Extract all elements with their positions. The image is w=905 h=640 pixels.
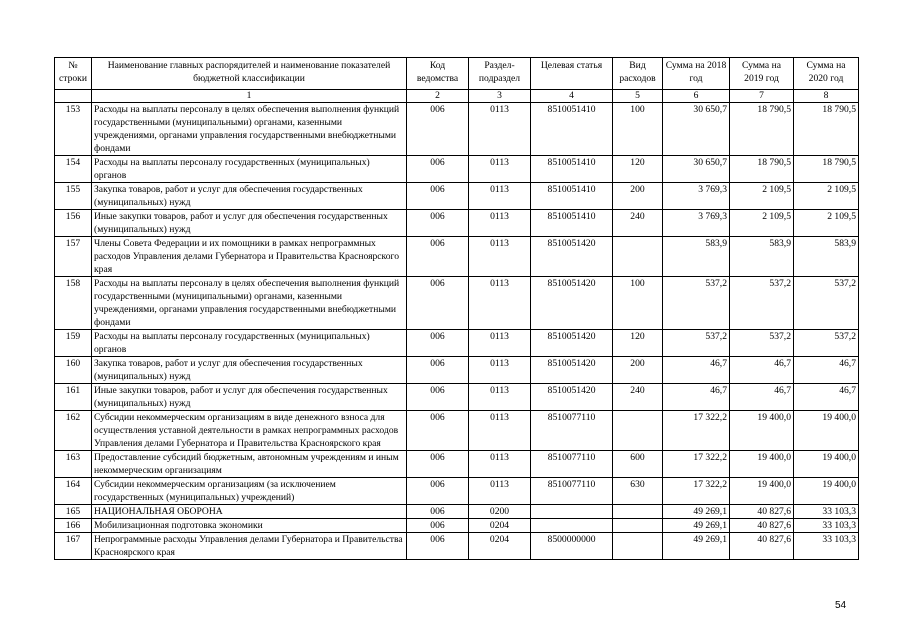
row-number: 160: [55, 357, 92, 384]
row-target-article: 8510077110: [531, 478, 613, 505]
row-section: 0113: [469, 183, 531, 210]
row-expense-type: 120: [613, 330, 663, 357]
row-sum-2020: 19 400,0: [794, 478, 859, 505]
row-sum-2019: 18 790,5: [730, 156, 794, 183]
header-target-article: Целевая статья: [531, 58, 613, 90]
row-target-article: 8510051420: [531, 237, 613, 277]
header-expense-type: Вид расходов: [613, 58, 663, 90]
table-row: [55, 519, 859, 533]
row-target-article: [531, 519, 613, 533]
row-sum-2018: 46,7: [663, 384, 730, 411]
row-sum-2019: 19 400,0: [730, 478, 794, 505]
column-number-row: [55, 90, 859, 103]
row-name: НАЦИОНАЛЬНАЯ ОБОРОНА: [92, 505, 407, 519]
column-number: 4: [531, 90, 613, 103]
row-name: Непрограммные расходы Управления делами Губернатора и Правительства Красноярского края: [92, 533, 407, 560]
row-number: 165: [55, 505, 92, 519]
table-row: [55, 103, 859, 156]
row-section: 0113: [469, 411, 531, 451]
row-expense-type: 200: [613, 183, 663, 210]
row-sum-2020: 33 103,3: [794, 519, 859, 533]
row-sum-2019: 2 109,5: [730, 210, 794, 237]
column-number: 3: [469, 90, 531, 103]
row-expense-type: [613, 237, 663, 277]
row-sum-2019: 2 109,5: [730, 183, 794, 210]
row-name: Иные закупки товаров, работ и услуг для обеспечения государственных (муниципальных) нужд: [92, 384, 407, 411]
row-target-article: 8510077110: [531, 451, 613, 478]
row-department-code: 006: [407, 533, 469, 560]
row-sum-2020: 19 400,0: [794, 451, 859, 478]
table-row: [55, 330, 859, 357]
row-sum-2020: 18 790,5: [794, 103, 859, 156]
row-expense-type: 100: [613, 277, 663, 330]
row-section: 0113: [469, 357, 531, 384]
row-sum-2020: 46,7: [794, 384, 859, 411]
row-target-article: 8510051410: [531, 183, 613, 210]
row-target-article: 8510051420: [531, 384, 613, 411]
row-number: 159: [55, 330, 92, 357]
row-section: 0113: [469, 103, 531, 156]
header-sum-2019: Сумма на 2019 год: [730, 58, 794, 90]
row-section: 0113: [469, 277, 531, 330]
row-expense-type: 100: [613, 103, 663, 156]
row-section: 0113: [469, 451, 531, 478]
column-number: 2: [407, 90, 469, 103]
header-department-code: Код ведомства: [407, 58, 469, 90]
row-department-code: 006: [407, 357, 469, 384]
row-section: 0113: [469, 237, 531, 277]
row-sum-2019: 537,2: [730, 277, 794, 330]
budget-table-page: [54, 57, 858, 560]
row-target-article: 8510051420: [531, 357, 613, 384]
table-row: [55, 451, 859, 478]
row-sum-2018: 49 269,1: [663, 505, 730, 519]
row-name: Расходы на выплаты персоналу государственных (муниципальных) органов: [92, 156, 407, 183]
row-name: Иные закупки товаров, работ и услуг для обеспечения государственных (муниципальных) нужд: [92, 210, 407, 237]
row-department-code: 006: [407, 156, 469, 183]
column-number: 1: [92, 90, 407, 103]
row-sum-2018: 49 269,1: [663, 519, 730, 533]
row-sum-2020: 33 103,3: [794, 505, 859, 519]
row-sum-2019: 537,2: [730, 330, 794, 357]
row-target-article: 8510051410: [531, 103, 613, 156]
row-target-article: 8510051410: [531, 156, 613, 183]
table-row: [55, 210, 859, 237]
column-number: 8: [794, 90, 859, 103]
row-target-article: 8500000000: [531, 533, 613, 560]
row-number: 153: [55, 103, 92, 156]
row-sum-2020: 537,2: [794, 277, 859, 330]
row-department-code: 006: [407, 277, 469, 330]
row-name: Закупка товаров, работ и услуг для обеспечения государственных (муниципальных) нужд: [92, 183, 407, 210]
row-expense-type: 600: [613, 451, 663, 478]
row-name: Закупка товаров, работ и услуг для обеспечения государственных (муниципальных) нужд: [92, 357, 407, 384]
row-expense-type: [613, 505, 663, 519]
column-number: 7: [730, 90, 794, 103]
row-section: 0113: [469, 330, 531, 357]
row-sum-2019: 40 827,6: [730, 533, 794, 560]
row-name: Мобилизационная подготовка экономики: [92, 519, 407, 533]
row-department-code: 006: [407, 411, 469, 451]
table-row: [55, 505, 859, 519]
row-department-code: 006: [407, 330, 469, 357]
row-number: 167: [55, 533, 92, 560]
row-number: 154: [55, 156, 92, 183]
row-name: Предоставление субсидий бюджетным, автономным учреждениям и иным некоммерческим организациям: [92, 451, 407, 478]
row-sum-2019: 18 790,5: [730, 103, 794, 156]
row-sum-2019: 19 400,0: [730, 451, 794, 478]
row-department-code: 006: [407, 237, 469, 277]
column-number: 6: [663, 90, 730, 103]
row-sum-2020: 19 400,0: [794, 411, 859, 451]
row-sum-2019: 19 400,0: [730, 411, 794, 451]
row-department-code: 006: [407, 451, 469, 478]
table-row: [55, 277, 859, 330]
row-sum-2018: 46,7: [663, 357, 730, 384]
row-department-code: 006: [407, 478, 469, 505]
row-sum-2020: 583,9: [794, 237, 859, 277]
row-sum-2018: 17 322,2: [663, 478, 730, 505]
row-number: 163: [55, 451, 92, 478]
table-row: [55, 533, 859, 560]
header-sum-2020: Сумма на 2020 год: [794, 58, 859, 90]
row-target-article: 8510051410: [531, 210, 613, 237]
row-sum-2020: 33 103,3: [794, 533, 859, 560]
column-number: [55, 90, 92, 103]
row-expense-type: [613, 411, 663, 451]
row-sum-2020: 2 109,5: [794, 210, 859, 237]
row-name: Расходы на выплаты персоналу государственных (муниципальных) органов: [92, 330, 407, 357]
row-sum-2020: 46,7: [794, 357, 859, 384]
row-number: 158: [55, 277, 92, 330]
row-sum-2020: 537,2: [794, 330, 859, 357]
table-row: [55, 237, 859, 277]
row-name: Члены Совета Федерации и их помощники в рамках непрограммных расходов Управления делами Губернатора и Правительства Красноярского края: [92, 237, 407, 277]
row-expense-type: [613, 533, 663, 560]
table-row: [55, 357, 859, 384]
row-name: Субсидии некоммерческим организациям в виде денежного взноса для осуществления уставной деятельности в рамках непрограммных расходов Управления делами Губернатора и Правительства Красноярского края: [92, 411, 407, 451]
row-number: 166: [55, 519, 92, 533]
row-sum-2019: 40 827,6: [730, 519, 794, 533]
row-expense-type: 120: [613, 156, 663, 183]
row-sum-2018: 17 322,2: [663, 451, 730, 478]
row-section: 0204: [469, 519, 531, 533]
table-row: [55, 156, 859, 183]
row-expense-type: 200: [613, 357, 663, 384]
row-section: 0113: [469, 478, 531, 505]
row-department-code: 006: [407, 103, 469, 156]
table-row: [55, 411, 859, 451]
row-department-code: 006: [407, 505, 469, 519]
row-number: 162: [55, 411, 92, 451]
row-department-code: 006: [407, 384, 469, 411]
row-target-article: 8510077110: [531, 411, 613, 451]
table-body: [55, 103, 859, 560]
row-sum-2018: 537,2: [663, 277, 730, 330]
header-row-number: № строки: [55, 58, 92, 90]
row-sum-2018: 30 650,7: [663, 103, 730, 156]
row-sum-2018: 49 269,1: [663, 533, 730, 560]
row-sum-2018: 3 769,3: [663, 210, 730, 237]
header-row: [55, 58, 859, 90]
row-expense-type: 240: [613, 210, 663, 237]
row-sum-2019: 46,7: [730, 384, 794, 411]
row-department-code: 006: [407, 210, 469, 237]
header-name: Наименование главных распорядителей и наименование показателей бюджетной классификации: [92, 58, 407, 90]
row-number: 156: [55, 210, 92, 237]
row-number: 161: [55, 384, 92, 411]
table-row: [55, 384, 859, 411]
row-target-article: [531, 505, 613, 519]
row-section: 0200: [469, 505, 531, 519]
row-expense-type: 240: [613, 384, 663, 411]
row-sum-2019: 583,9: [730, 237, 794, 277]
row-sum-2019: 46,7: [730, 357, 794, 384]
row-sum-2018: 30 650,7: [663, 156, 730, 183]
row-number: 164: [55, 478, 92, 505]
row-sum-2020: 18 790,5: [794, 156, 859, 183]
row-sum-2018: 537,2: [663, 330, 730, 357]
row-section: 0113: [469, 384, 531, 411]
table-row: [55, 183, 859, 210]
row-target-article: 8510051420: [531, 330, 613, 357]
row-number: 155: [55, 183, 92, 210]
row-number: 157: [55, 237, 92, 277]
row-name: Субсидии некоммерческим организациям (за исключением государственных (муниципальных) учреждений): [92, 478, 407, 505]
column-number: 5: [613, 90, 663, 103]
header-sum-2018: Сумма на 2018 год: [663, 58, 730, 90]
row-section: 0113: [469, 156, 531, 183]
row-sum-2020: 2 109,5: [794, 183, 859, 210]
row-sum-2018: 3 769,3: [663, 183, 730, 210]
row-department-code: 006: [407, 183, 469, 210]
table-row: [55, 478, 859, 505]
row-section: 0204: [469, 533, 531, 560]
row-expense-type: 630: [613, 478, 663, 505]
row-section: 0113: [469, 210, 531, 237]
row-sum-2018: 583,9: [663, 237, 730, 277]
row-sum-2019: 40 827,6: [730, 505, 794, 519]
page-number: 54: [835, 600, 847, 611]
row-name: Расходы на выплаты персоналу в целях обеспечения выполнения функций государственными (муниципальными) органами, казенными учреждениями, органами управления государственными внебюджетными фондами: [92, 103, 407, 156]
row-name: Расходы на выплаты персоналу в целях обеспечения выполнения функций государственными (муниципальными) органами, казенными учреждениями, органами управления государственными внебюджетными фондами: [92, 277, 407, 330]
row-target-article: 8510051420: [531, 277, 613, 330]
header-section: Раздел-подраздел: [469, 58, 531, 90]
row-expense-type: [613, 519, 663, 533]
row-department-code: 006: [407, 519, 469, 533]
row-sum-2018: 17 322,2: [663, 411, 730, 451]
budget-table: [54, 57, 859, 560]
